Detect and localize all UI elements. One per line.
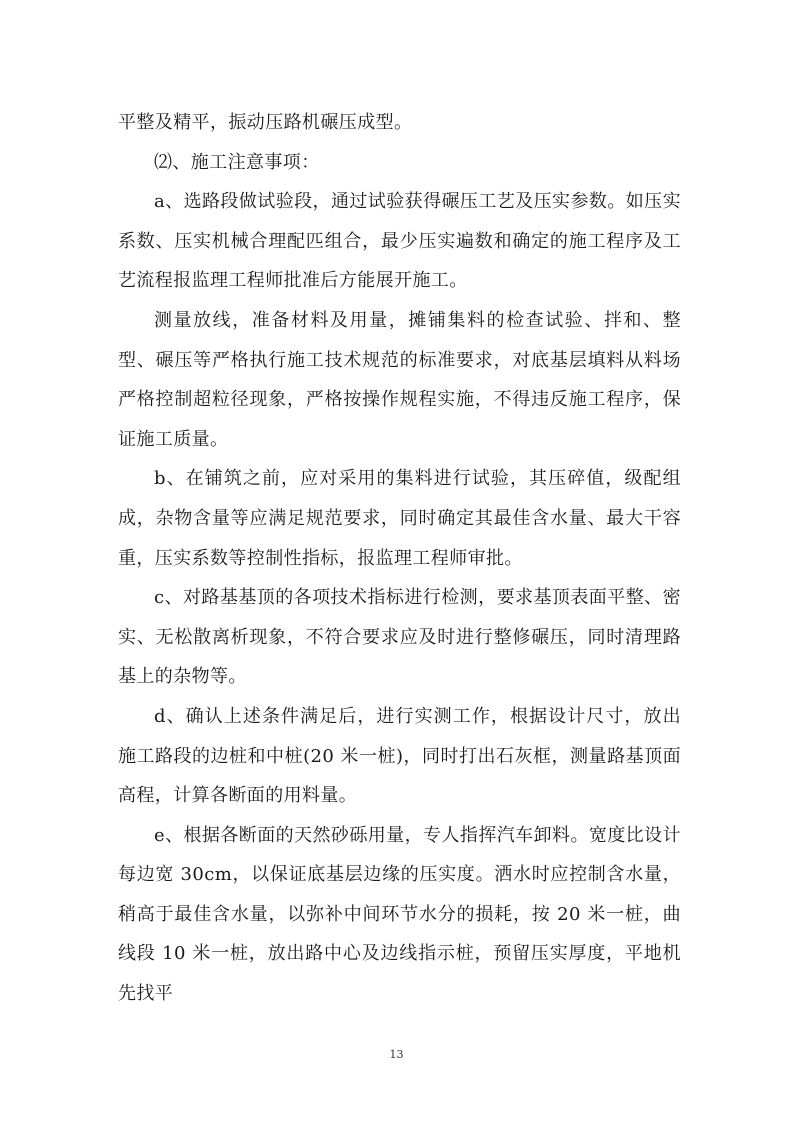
paragraph-item-b: b、在铺筑之前，应对采用的集料进行试验，其压碎值，级配组成，杂物含量等应满足规范要求，同时确定其最佳含水量、最大干容重，压实系数等控制性指标，报监理工程师审批。 bbox=[118, 468, 681, 569]
paragraph-item-c: c、对路基基顶的各项技术指标进行检测，要求基顶表面平整、密实、无松散离析现象，不符合要求应及时进行整修碾压，同时清理路基上的杂物等。 bbox=[118, 587, 681, 688]
paragraph-continuation: 平整及精平，振动压路机碾压成型。 bbox=[118, 112, 413, 133]
paragraph-item-d: d、确认上述条件满足后，进行实测工作，根据设计尺寸，放出施工路段的边桩和中桩(20 米一桩)，同时打出石灰框，测量路基顶面高程，计算各断面的用料量。 bbox=[118, 705, 681, 807]
paragraph-item-a: a、选路段做试验段，通过试验获得碾压工艺及压实参数。如压实系数、压实机械合理配匹组合，最少压实遍数和确定的施工程序及工艺流程报监理工程师批准后方能展开施工。 bbox=[118, 191, 681, 292]
paragraph-survey: 测量放线，准备材料及用量，摊铺集料的检查试验、拌和、整型、碾压等严格执行施工技术规范的标准要求，对底基层填料从料场严格控制超粒径现象，严格按操作规程实施，不得违反施工程序，保证施工质量。 bbox=[118, 309, 681, 450]
paragraph-item-e: e、根据各断面的天然砂砾用量，专人指挥汽车卸料。宽度比设计每边宽 30cm，以保证底基层边缘的压实度。洒水时应控制含水量，稍高于最佳含水量，以弥补中间环节水分的损耗，按 20 米一桩，曲线段 10 米一桩，放出路中心及边线指示桩，预留压实厚度，平地机先找平 bbox=[118, 824, 681, 1005]
page-number: 13 bbox=[389, 1048, 404, 1061]
body-text bbox=[118, 103, 681, 1014]
section-heading-notes: ⑵、施工注意事项： bbox=[154, 151, 320, 173]
